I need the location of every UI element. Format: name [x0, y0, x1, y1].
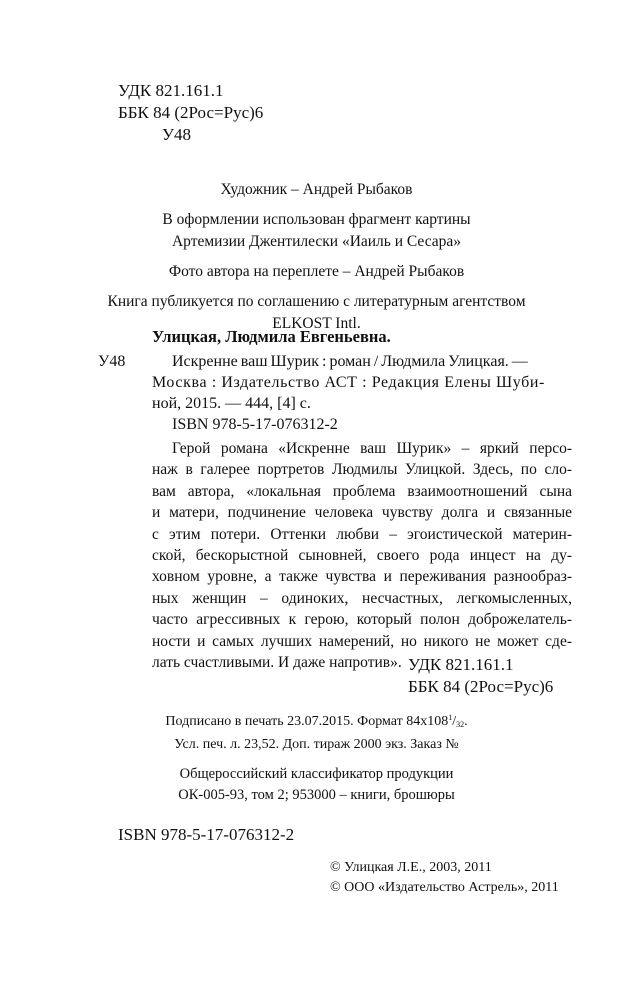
classifier-line2: ОК-005-93, том 2; 953000 – книги, брошюры	[178, 787, 455, 803]
format-separator: /	[452, 714, 457, 729]
author-heading: Улицкая, Людмила Евгеньевна.	[152, 327, 391, 346]
design-credit-line2: Артемизии Джентилески «Иаиль и Сесара»	[171, 233, 462, 250]
top-classification-codes	[118, 80, 263, 146]
format-numerator: 1	[448, 713, 453, 722]
credits-block	[0, 179, 633, 335]
product-classifier	[0, 764, 633, 806]
bbk-code: ББК 84 (2Рос=Рус)6	[408, 677, 554, 696]
format-denominator: 32	[456, 720, 465, 729]
agency-credit-line2: ELKOST Intl.	[272, 315, 361, 332]
biblio-year-line: ной, 2015. — 444, [4] с.	[152, 395, 311, 412]
annotation-line: и матери, подчинение человека чувству долга и связанные	[152, 504, 572, 522]
agency-credit-line1: Книга публикуется по соглашению с литературным агентством	[107, 293, 526, 310]
annotation-line: с этим потери. Оттенки любви – эгоистической материн-	[152, 525, 572, 543]
copyright-notices	[330, 858, 559, 898]
print-run-line: Усл. печ. л. 23,52. Доп. тираж 2000 экз. Заказ №	[174, 737, 459, 752]
udk-code-top: УДК 821.161.1	[118, 81, 224, 100]
design-credit-line1: В оформлении использован фрагмент картины	[162, 211, 471, 228]
annotation-line: вам автора, «локальная проблема взаимоотношений сына	[152, 482, 572, 500]
printing-info	[0, 708, 633, 755]
biblio-isbn: ISBN 978-5-17-076312-2	[172, 416, 338, 433]
annotation-line: ных женщин – одиноких, несчастных, легкомысленных,	[152, 589, 572, 607]
format-fraction	[448, 714, 464, 729]
bbk-code-top: ББК 84 (2Рос=Рус)6	[118, 103, 264, 122]
annotation-line: часто агрессивных к герою, который полон доброжелатель-	[152, 611, 572, 629]
annotation-line: наж в галерее портретов Людмилы Улицкой. Здесь, по сло-	[152, 461, 572, 479]
artist-credit: Художник – Андрей Рыбаков	[220, 181, 413, 198]
copyright-publisher: © ООО «Издательство Астрель», 2011	[330, 880, 559, 895]
annotation-line: ности и самых лучших намерений, но никого не может сде-	[152, 632, 572, 650]
author-mark-side: У48	[98, 353, 126, 370]
annotation-line: ховном уровне, а также чувства и переживания разнообраз-	[152, 568, 572, 586]
photo-credit: Фото автора на переплете – Андрей Рыбаков	[168, 263, 465, 280]
annotation-line: ской, бескорыстной сыновней, своего рода инцест на ду-	[152, 547, 572, 565]
biblio-title-line: Искренне ваш Шурик : роман / Людмила Улицкая. —	[172, 353, 528, 370]
classifier-line1: Общероссийский классификатор продукции	[179, 766, 454, 782]
annotation-text	[152, 438, 572, 673]
signed-to-print-text: Подписано в печать 23.07.2015. Формат 84х108	[165, 714, 449, 729]
signed-to-print-end: .	[464, 714, 468, 729]
signed-to-print-line	[0, 708, 633, 735]
copyright-author: © Улицкая Л.Е., 2003, 2011	[330, 860, 492, 875]
classification-codes-right	[408, 654, 553, 698]
annotation-line: лать счастливыми. И даже напротив».	[152, 654, 402, 672]
author-mark-top: У48	[162, 125, 192, 144]
isbn-bottom: ISBN 978-5-17-076312-2	[118, 825, 295, 844]
biblio-publisher-line: Москва : Издательство АСТ : Редакция Елены Шуби-	[152, 374, 545, 391]
bibliographic-record	[152, 351, 572, 435]
udk-code: УДК 821.161.1	[408, 655, 514, 674]
annotation-line: Герой романа «Искренне ваш Шурик» – яркий персо-	[172, 440, 572, 457]
